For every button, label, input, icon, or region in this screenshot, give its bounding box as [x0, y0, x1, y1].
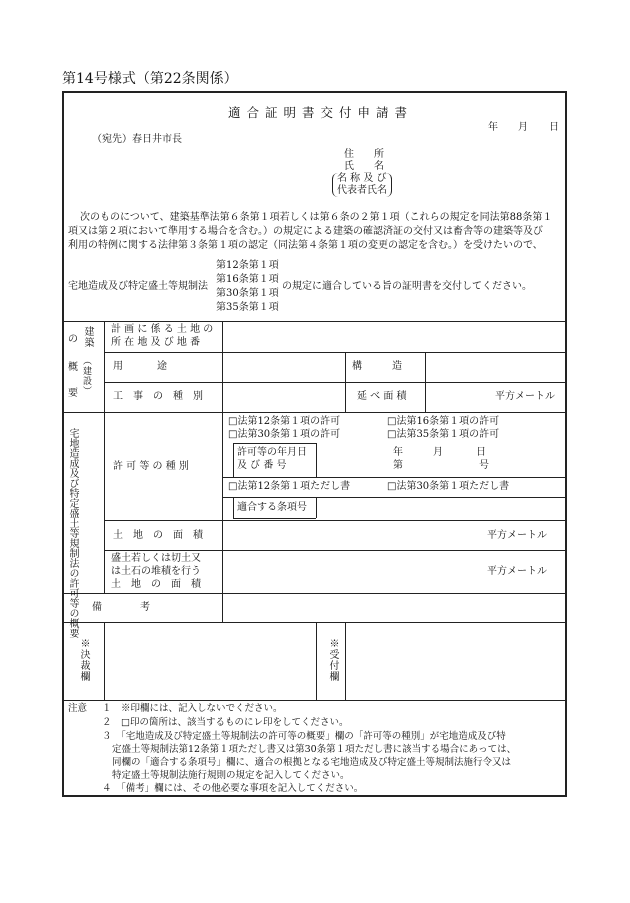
- permit-opt-30[interactable]: □法第30条第１項の許可: [228, 429, 341, 440]
- notes-label: 注意: [68, 703, 88, 714]
- permit-month: 月: [433, 447, 443, 458]
- work-type-label: 工 事 の 種 別: [113, 391, 203, 402]
- grid-line: [233, 497, 234, 518]
- grid-line: [316, 497, 317, 518]
- permit-type-label: 許 可 等 の 種 別: [113, 461, 189, 472]
- permit-opt-16[interactable]: □法第16条第１項の許可: [387, 416, 500, 427]
- cut-fill-label-2: は土石の堆積を行う: [111, 566, 201, 577]
- form-title: 適合証明書交付申請書: [228, 105, 414, 120]
- permit-day: 日: [476, 447, 486, 458]
- reception-label: ※受付欄: [327, 638, 338, 682]
- grid-line: [233, 443, 316, 444]
- grid-line: [104, 550, 566, 551]
- grid-line: [316, 443, 317, 477]
- date-day: 日: [549, 122, 559, 133]
- applicable-clause-label: 適合する条項号: [237, 502, 307, 513]
- corp-bracket: [332, 173, 392, 197]
- addressee: （宛先）春日井市長: [92, 134, 182, 145]
- land-area-unit: 平方メートル: [487, 530, 547, 541]
- grid-line: [222, 497, 566, 498]
- law-clause-2: 第16条第１項: [216, 274, 279, 285]
- law-name: 宅地造成及び特定盛土等規制法: [68, 281, 208, 292]
- applicant-corp-line1: 名 称 及 び: [337, 173, 387, 184]
- applicant-name-label: 氏 名: [344, 161, 384, 172]
- grid-line: [233, 443, 234, 477]
- floor-area-unit: 平方メートル: [495, 391, 555, 402]
- law-clause-3: 第30条第１項: [216, 288, 279, 299]
- permit-date-label-1: 許可等の年月日: [237, 447, 307, 458]
- cut-fill-label-3: 土 地 の 面 積: [111, 579, 201, 590]
- permit-opt-35[interactable]: □法第35条第１項の許可: [387, 429, 500, 440]
- grid-line: [316, 623, 317, 700]
- cut-fill-area-unit: 平方メートル: [487, 566, 547, 577]
- form-number: 第14号様式（第22条関係）: [62, 71, 238, 87]
- cut-fill-label-1: 盛土若しくは切土又: [111, 553, 201, 564]
- grid-line: [425, 353, 426, 412]
- land-area-label: 土 地 の 面 積: [113, 530, 203, 541]
- structure-label: 構 造: [352, 361, 402, 372]
- law-clause-4: 第35条第１項: [216, 302, 279, 313]
- note-3-line-4: 特定盛土等規制法施行規則の規定を記入してください。: [112, 770, 350, 781]
- intro-line-3: 利用の特例に関する法律第３条第１項の認定（同法第４条第１項の変更の認定を含む。）を受けたいので、: [68, 240, 543, 251]
- permit-number-prefix: 第: [393, 460, 403, 471]
- building-label-top: 建築: [82, 326, 93, 348]
- grid-line: [63, 321, 566, 322]
- grid-line: [104, 322, 105, 593]
- floor-area-label: 延 べ 面 積: [357, 391, 407, 402]
- grid-line: [222, 322, 223, 622]
- note-1: １ ※印欄には、記入しないでください。: [102, 703, 283, 714]
- plan-site-label-2: 所 在 地 及 び 地 番: [111, 337, 201, 348]
- applicant-address-label: 住 所: [344, 149, 384, 160]
- grid-line: [104, 623, 105, 700]
- building-label-paren: ︵建設︶: [81, 356, 91, 396]
- building-label-no: の: [68, 334, 78, 345]
- grid-line: [63, 593, 566, 594]
- note-3-line-3: 同欄の「適合する条項号」欄に、適合の根拠となる宅地造成及び特定盛土等規制法施行令又は: [112, 757, 512, 768]
- grid-line: [104, 352, 566, 353]
- form-frame: [62, 91, 567, 797]
- grid-line: [345, 353, 346, 412]
- note-4: ４ 「備考」欄には、その他必要な事項を記入してください。: [102, 783, 364, 794]
- use-label: 用 途: [113, 361, 168, 372]
- grid-line: [222, 477, 566, 478]
- note-3-line-1: ３ 「宅地造成及び特定盛土等規制法の許可等の概要」欄の「許可等の種別」が宅地造成及び特: [102, 731, 506, 742]
- permit-date-label-2: 及 び 番 号: [237, 460, 287, 471]
- law-tail: の規定に適合している旨の証明書を交付してください。: [282, 281, 532, 292]
- intro-line-2: 項又は第２項において準用する場合を含む。）の規定による建築の確認済証の交付又は畜舎等の建築等及び: [68, 226, 543, 237]
- grid-line: [233, 518, 316, 519]
- applicant-corp-line2: 代表者氏名: [337, 185, 387, 196]
- permit-number-suffix: 号: [479, 460, 489, 471]
- permit-opt-30-proviso[interactable]: □法第30条第１項ただし書: [387, 481, 510, 492]
- grid-line: [104, 382, 566, 383]
- permit-opt-12-proviso[interactable]: □法第12条第１項ただし書: [228, 481, 351, 492]
- date-year: 年: [488, 122, 498, 133]
- grid-line: [63, 700, 566, 701]
- plan-site-label-1: 計 画 に 係 る 土 地 の: [111, 324, 214, 335]
- building-label-you: 要: [68, 388, 78, 399]
- permit-year: 年: [393, 447, 403, 458]
- remarks-label: 備 考: [92, 602, 152, 613]
- grid-line: [63, 412, 566, 413]
- note-2: ２ □印の箇所は、該当するものにレ印をしてください。: [102, 717, 349, 728]
- decision-label: ※決裁欄: [78, 638, 89, 682]
- grid-line: [104, 520, 566, 521]
- permit-opt-12[interactable]: □法第12条第１項の許可: [228, 416, 341, 427]
- grid-line: [345, 623, 346, 700]
- date-month: 月: [518, 122, 528, 133]
- intro-line-1: 次のものについて、建築基準法第６条第１項若しくは第６条の２第１項（これらの規定を同法第88条第１: [80, 212, 553, 223]
- building-label-gai: 概: [68, 362, 78, 373]
- note-3-line-2: 定盛土等規制法第12条第１項ただし書又は第30条第１項ただし書に該当する場合にあっては、: [112, 744, 517, 755]
- permit-section-label: 宅地造成及び特定盛土等規制法の許可等の概要: [67, 428, 78, 638]
- law-clause-1: 第12条第１項: [216, 260, 279, 271]
- grid-line: [63, 622, 566, 623]
